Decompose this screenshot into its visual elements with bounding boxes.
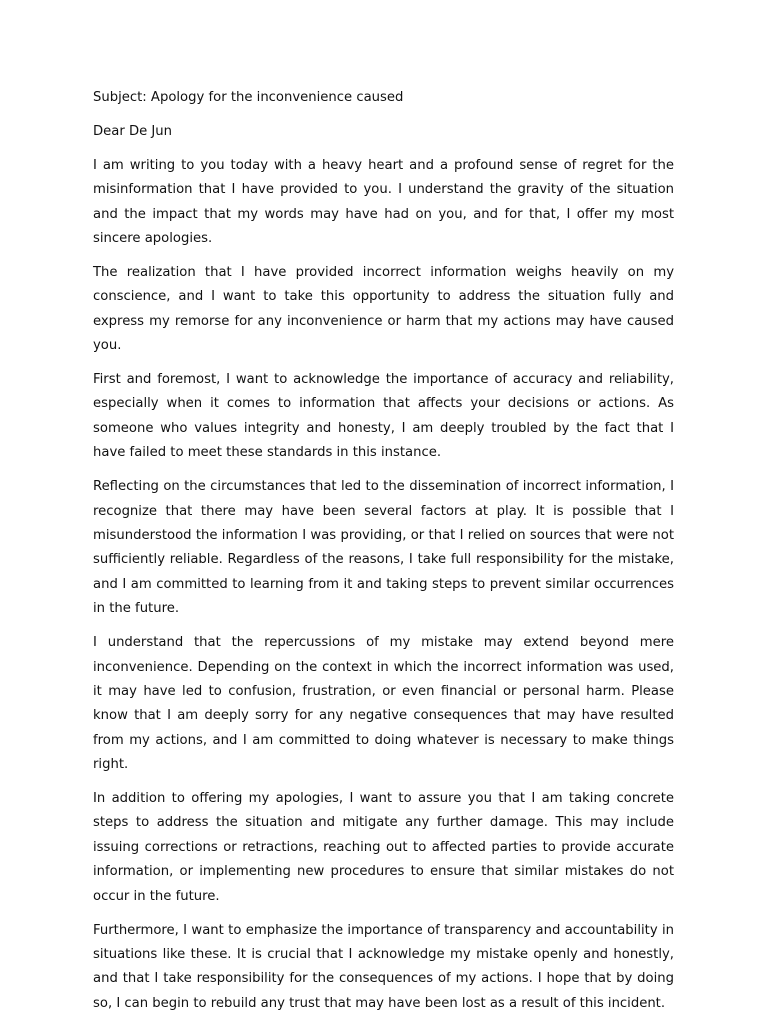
letter-paragraph-1: I am writing to you today with a heavy heart and a profound sense of regret for the misinformation that I have provided to you. I understand the gravity of the situation and the impact that my words may have had on you, and for that, I offer my most sincere apologies. <box>93 157 674 247</box>
letter-salutation: Dear De Jun <box>93 123 173 139</box>
letter-subject: Subject: Apology for the inconvenience caused <box>93 90 404 105</box>
letter-paragraph-4: Reflecting on the circumstances that led to the dissemination of incorrect information, I recognize that there may have been several factors at play. It is possible that I misunderstood the information I was providing, or that I relied on sources that were not sufficiently reliable. Regardless of the reasons, I take full responsibility for the mistake, and I am committed to learning from it and taking steps to prevent similar occurrences in the future. <box>93 479 674 617</box>
letter-page <box>93 86 674 1026</box>
letter-paragraph-6: In addition to offering my apologies, I want to assure you that I am taking concrete steps to address the situation and mitigate any further damage. This may include issuing corrections or retractions, reaching out to affected parties to provide accurate information, or implementing new procedures to ensure that similar mistakes do not occur in the future. <box>93 791 674 904</box>
letter-paragraph-7: Furthermore, I want to emphasize the importance of transparency and accountability in situations like these. It is crucial that I acknowledge my mistake openly and honestly, and that I take responsibility for the consequences of my actions. I hope that by doing so, I can begin to rebuild any trust that may have been lost as a result of this incident. <box>93 922 674 1011</box>
letter-paragraph-2: The realization that I have provided incorrect information weighs heavily on my conscience, and I want to take this opportunity to address the situation fully and express my remorse for any inconvenience or harm that my actions may have caused you. <box>93 264 674 354</box>
letter-paragraph-3: First and foremost, I want to acknowledge the importance of accuracy and reliability, especially when it comes to information that affects your decisions or actions. As someone who values integrity and honesty, I am deeply troubled by the fact that I have failed to meet these standards in this instance. <box>93 372 674 461</box>
letter-paragraph-5: I understand that the repercussions of my mistake may extend beyond mere inconvenience. Depending on the context in which the incorrect information was used, it may have led to confusion, frustration, or even financial or personal harm. Please know that I am deeply sorry for any negative consequences that may have resulted from my actions, and I am committed to doing whatever is necessary to make things right. <box>93 635 674 773</box>
